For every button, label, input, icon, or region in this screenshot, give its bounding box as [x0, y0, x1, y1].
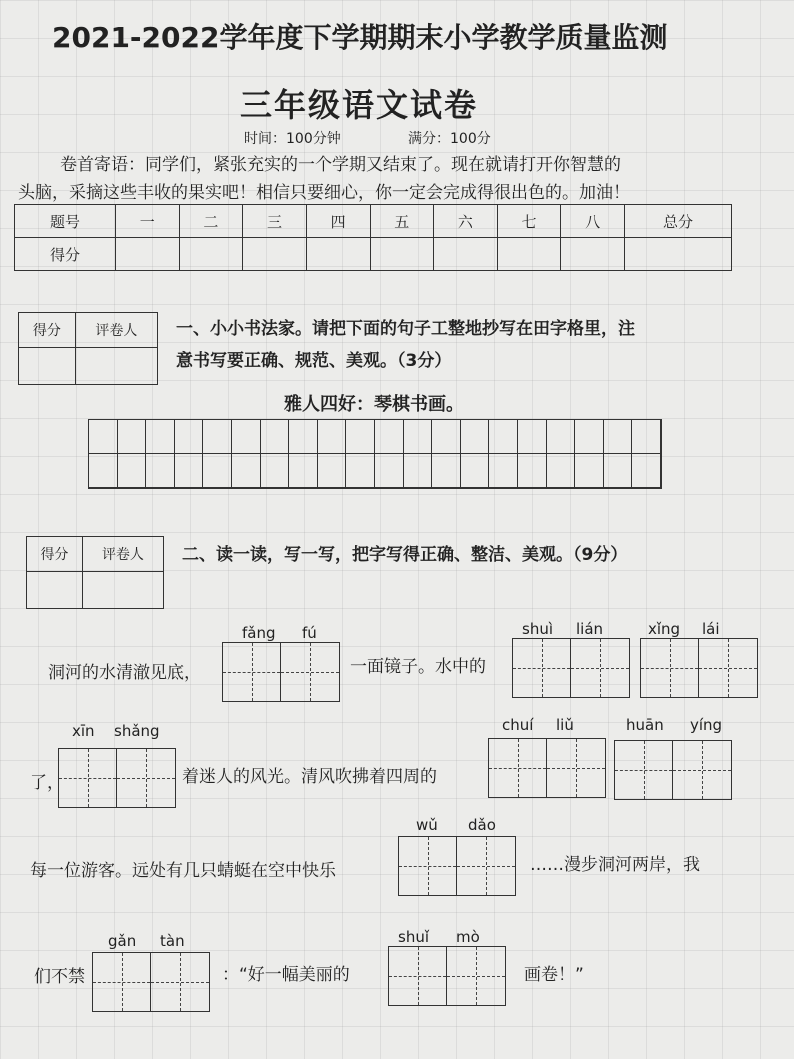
passage-text: ：“好一幅美丽的	[222, 965, 350, 985]
grader-score-label: 得分	[27, 537, 83, 572]
score-table-cell: 五	[370, 205, 434, 238]
grader-box-1	[18, 312, 158, 385]
score-table-header-row	[15, 205, 732, 238]
grader-name-input[interactable]	[75, 348, 157, 385]
score-input-cell[interactable]	[561, 238, 625, 271]
score-input-cell[interactable]	[243, 238, 307, 271]
section1-instruction-line-1: 一、小小书法家。请把下面的句子工整地抄写在田字格里，注	[176, 319, 635, 339]
grader-name-label: 评卷人	[82, 537, 163, 572]
intro-line-1: 卷首寄语：同学们，紧张充实的一个学期又结束了。现在就请打开你智慧的	[60, 155, 621, 175]
score-input-cell[interactable]	[497, 238, 561, 271]
pinyin: fǎng	[242, 624, 276, 642]
passage-text: 们不禁	[34, 967, 85, 987]
writing-grid-chuiliu[interactable]	[488, 738, 606, 798]
pinyin: xǐng	[648, 620, 681, 638]
grader-score-input[interactable]	[27, 572, 83, 609]
pinyin: huān	[626, 716, 664, 734]
time-limit: 时间：100分钟	[244, 131, 341, 147]
writing-grid-shuilian[interactable]	[512, 638, 630, 698]
copy-sentence: 雅人四好：琴棋书画。	[284, 394, 464, 415]
passage-text: 洞河的水清澈见底，	[48, 663, 201, 683]
writing-grid-wudao[interactable]	[398, 836, 516, 896]
score-input-cell[interactable]	[179, 238, 243, 271]
grader-name-label: 评卷人	[75, 313, 157, 348]
pinyin: lián	[576, 620, 604, 638]
passage-text: 画卷！”	[524, 965, 584, 985]
writing-grid-shuimo[interactable]	[388, 946, 506, 1006]
passage-text: ……漫步洞河两岸，我	[530, 855, 700, 875]
pinyin: shuì	[522, 620, 553, 638]
passage-text: 每一位游客。远处有几只蜻蜓在空中快乐	[30, 861, 336, 881]
pinyin: shǎng	[114, 722, 160, 740]
writing-grid-xinglai[interactable]	[640, 638, 758, 698]
score-table-cell: 三	[243, 205, 307, 238]
score-input-cell[interactable]	[434, 238, 498, 271]
intro-line-2: 头脑，采摘这些丰收的果实吧！相信只要细心，你一定会完成得很出色的。加油！	[18, 183, 630, 203]
pinyin: chuí	[502, 716, 534, 734]
passage-text: 了，	[30, 773, 64, 793]
grader-box-2	[26, 536, 164, 609]
section1-instruction-line-2: 意书写要正确、规范、美观。（3分）	[176, 351, 452, 371]
pinyin: fú	[302, 624, 317, 642]
score-table-cell: 二	[179, 205, 243, 238]
section2-instruction: 二、读一读，写一写，把字写得正确、整洁、美观。（9分）	[182, 545, 628, 565]
writing-grid-xinshang[interactable]	[58, 748, 176, 808]
writing-grid-huanying[interactable]	[614, 740, 732, 800]
grader-name-input[interactable]	[82, 572, 163, 609]
score-table-cell: 得分	[15, 238, 116, 271]
score-table-cell: 一	[116, 205, 180, 238]
exam-title: 2021-2022学年度下学期期末小学教学质量监测	[52, 21, 668, 54]
exam-subtitle: 三年级语文试卷	[240, 86, 479, 124]
grader-score-input[interactable]	[19, 348, 76, 385]
grader-score-label: 得分	[19, 313, 76, 348]
score-table-cell: 八	[561, 205, 625, 238]
score-table	[14, 204, 732, 271]
pinyin: wǔ	[416, 816, 438, 834]
pinyin: yíng	[690, 716, 723, 734]
score-input-cell[interactable]	[625, 238, 732, 271]
passage-text: 着迷人的风光。清风吹拂着四周的	[182, 767, 437, 787]
pinyin: shuǐ	[398, 928, 429, 946]
writing-grid-fangfu[interactable]	[222, 642, 340, 702]
pinyin: tàn	[160, 932, 185, 950]
score-table-score-row	[15, 238, 732, 271]
writing-grid-gantan[interactable]	[92, 952, 210, 1012]
pinyin: mò	[456, 928, 480, 946]
pinyin: gǎn	[108, 932, 137, 950]
pinyin: xīn	[72, 722, 95, 740]
score-table-cell: 总分	[625, 205, 732, 238]
score-input-cell[interactable]	[370, 238, 434, 271]
calligraphy-grid[interactable]	[88, 419, 662, 489]
pinyin: liǔ	[556, 716, 574, 734]
pinyin: lái	[702, 620, 720, 638]
score-table-cell: 六	[434, 205, 498, 238]
score-table-cell: 七	[497, 205, 561, 238]
passage-text: 一面镜子。水中的	[350, 657, 486, 677]
full-score: 满分：100分	[408, 131, 491, 147]
score-table-cell: 四	[306, 205, 370, 238]
score-table-cell: 题号	[15, 205, 116, 238]
score-input-cell[interactable]	[116, 238, 180, 271]
pinyin: dǎo	[468, 816, 496, 834]
score-input-cell[interactable]	[306, 238, 370, 271]
